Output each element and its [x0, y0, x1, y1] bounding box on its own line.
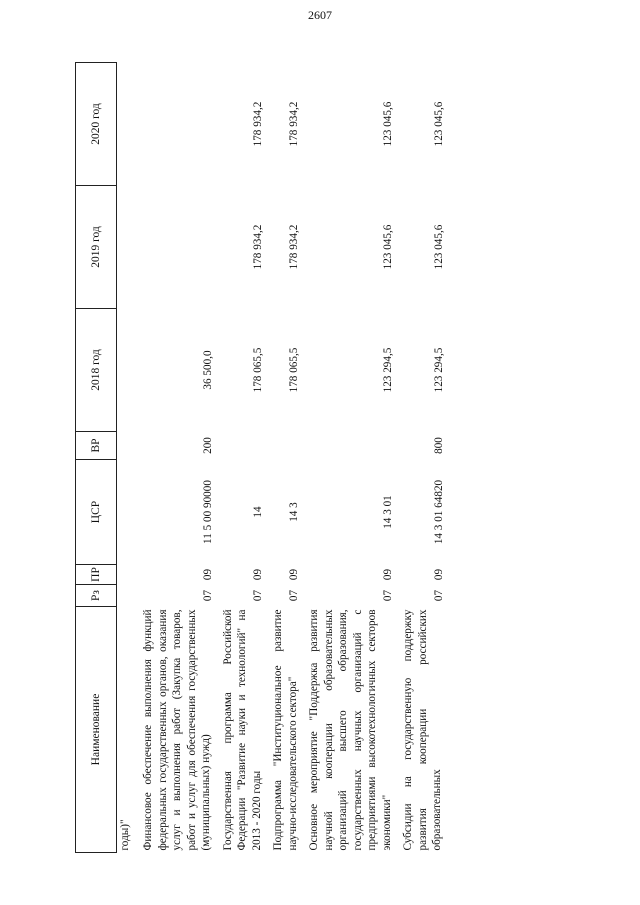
- table-row: [138, 63, 218, 853]
- table-row: [268, 63, 304, 853]
- budget-table-rotated: [75, 63, 620, 853]
- row-2020: [117, 63, 139, 186]
- header-2019: 2019 год: [76, 186, 117, 309]
- row-name: Государственная программа Российской Федерации "Развитие науки и технологий" на 2013 - 2020 годы: [221, 609, 263, 851]
- header-rz: Рз: [76, 585, 117, 607]
- row-csr: 14 3 01: [382, 495, 394, 529]
- row-2020: 178 934,2: [288, 101, 300, 147]
- row-name: Подпрограмма "Институциональное развитие научно-исследовательского сектора": [272, 609, 299, 851]
- header-2020: 2020 год: [76, 63, 117, 186]
- row-2019: [138, 186, 218, 309]
- row-name: Финансовое обеспечение выполнения функций федеральных государственных органов, оказания услуг и выполнения работ (Закупка товаров, работ и услуг для обеспечения государственных (муниципальных) нужд): [142, 609, 212, 851]
- row-2020: 178 934,2: [252, 101, 264, 147]
- row-2019: [117, 186, 139, 309]
- row-csr: 11 5 00 90000: [201, 480, 214, 544]
- header-name: Наименование: [76, 607, 117, 853]
- table-row: [304, 63, 398, 853]
- row-2018: 178 065,5: [288, 347, 300, 393]
- row-vr: [218, 432, 269, 460]
- row-pr: 09: [201, 568, 214, 581]
- row-2020: 123 045,6: [432, 101, 445, 147]
- row-rz: 07: [201, 589, 214, 602]
- row-2018: 123 294,5: [382, 347, 394, 393]
- row-2019: 123 045,6: [432, 224, 445, 270]
- row-vr: [117, 432, 139, 460]
- row-vr: 800: [432, 437, 445, 454]
- row-pr: 09: [382, 568, 394, 581]
- row-name: Основное мероприятие "Поддержка развития научной кооперации образовательных организаций высшего образования, государственных научных организаций с предприятиями высокотехнологичных секторов экономики": [308, 609, 393, 851]
- row-2020: 123 045,6: [382, 101, 394, 147]
- table-header: [76, 63, 117, 853]
- row-2018: [117, 309, 139, 432]
- page-number: 2607: [308, 8, 332, 22]
- row-rz: 07: [288, 589, 300, 602]
- row-2018: 123 294,5: [432, 347, 445, 393]
- row-csr: [117, 460, 139, 565]
- row-2019: 178 934,2: [252, 224, 264, 270]
- row-2019: 123 045,6: [382, 224, 394, 270]
- row-pr: 09: [288, 568, 300, 581]
- row-rz: [117, 585, 139, 607]
- header-pr: ПР: [76, 565, 117, 585]
- budget-table: [75, 62, 449, 853]
- row-pr: 09: [252, 568, 264, 581]
- table-row: [218, 63, 269, 853]
- header-csr: ЦСР: [76, 460, 117, 565]
- header-2018: 2018 год: [76, 309, 117, 432]
- row-rz: 07: [382, 589, 394, 602]
- row-rz: 07: [432, 589, 445, 602]
- row-vr: 200: [201, 437, 214, 454]
- table-row: [398, 63, 449, 853]
- row-vr: [304, 432, 398, 460]
- row-rz: 07: [252, 589, 264, 602]
- table-row: [117, 63, 139, 853]
- row-2018: 36 500,0: [201, 350, 214, 390]
- row-2019: 178 934,2: [288, 224, 300, 270]
- row-csr: 14 3: [288, 502, 300, 522]
- row-pr: [117, 565, 139, 585]
- row-name: Субсидии на государственную поддержку развития кооперации российских образовательных: [402, 609, 443, 851]
- row-2018: 178 065,5: [252, 347, 264, 393]
- row-csr: 14 3 01 64820: [432, 479, 445, 545]
- row-pr: 09: [432, 568, 445, 581]
- row-2020: [138, 63, 218, 186]
- row-name: годы)": [119, 819, 131, 851]
- row-vr: [268, 432, 304, 460]
- header-vr: ВР: [76, 432, 117, 460]
- row-csr: 14: [252, 506, 264, 518]
